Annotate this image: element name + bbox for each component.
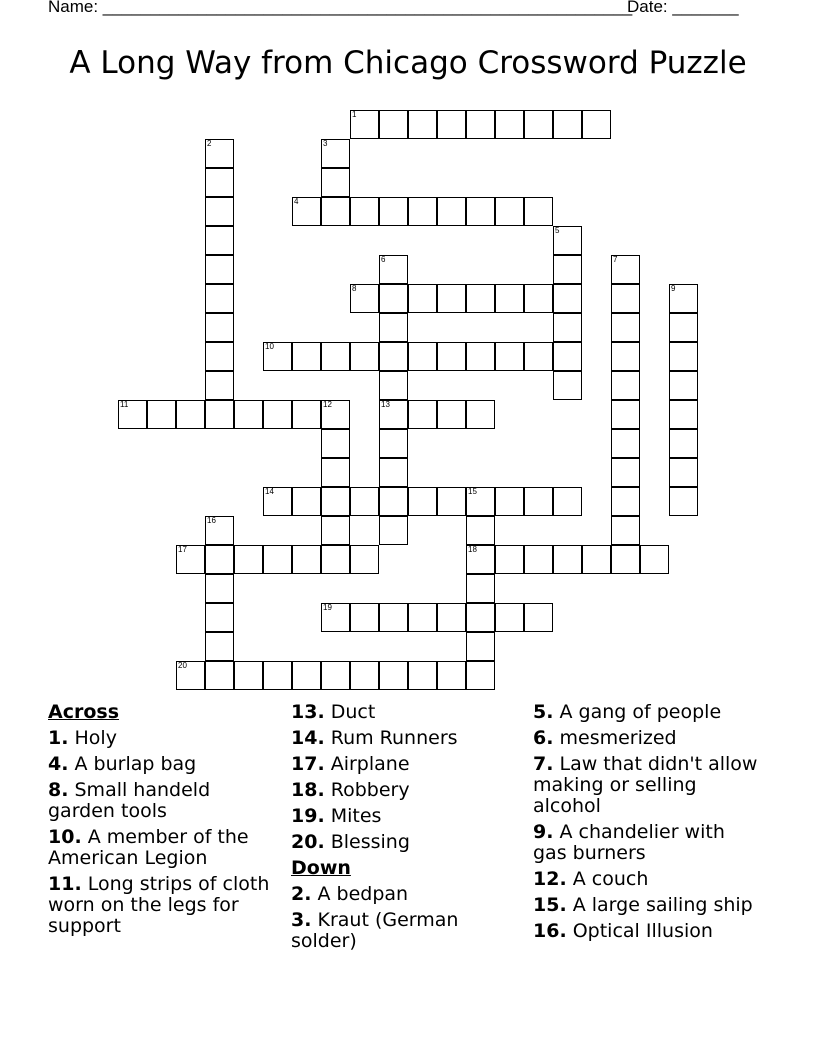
grid-cell[interactable]: [495, 545, 524, 574]
grid-cell[interactable]: [466, 284, 495, 313]
grid-cell[interactable]: [553, 342, 582, 371]
clue-item: [533, 728, 763, 749]
grid-cell[interactable]: [466, 661, 495, 690]
grid-cell[interactable]: [205, 603, 234, 632]
grid-cell[interactable]: [379, 371, 408, 400]
grid-cell[interactable]: [437, 284, 466, 313]
grid-cell[interactable]: [553, 545, 582, 574]
grid-cell[interactable]: [379, 603, 408, 632]
grid-cell[interactable]: [350, 545, 379, 574]
clue-item-text: Kraut (German solder): [291, 909, 459, 952]
grid-cell[interactable]: [437, 487, 466, 516]
grid-cell[interactable]: [524, 342, 553, 371]
grid-cell[interactable]: [379, 284, 408, 313]
grid-cell[interactable]: [321, 487, 350, 516]
grid-cell[interactable]: [263, 661, 292, 690]
grid-cell[interactable]: [321, 400, 350, 429]
clue-number: 12: [323, 400, 332, 409]
clue-number: 4: [294, 197, 299, 206]
clue-item-number: 14.: [291, 727, 325, 749]
grid-cell[interactable]: [350, 487, 379, 516]
grid-cell[interactable]: [205, 400, 234, 429]
grid-cell[interactable]: [466, 632, 495, 661]
clue-number: 3: [323, 139, 328, 148]
clue-item-number: 5.: [533, 701, 554, 723]
grid-cell[interactable]: [495, 284, 524, 313]
grid-cell[interactable]: [205, 168, 234, 197]
grid-cell[interactable]: [205, 284, 234, 313]
clue-number: 1: [352, 110, 357, 119]
clue-number: 15: [468, 487, 477, 496]
grid-cell[interactable]: [408, 487, 437, 516]
grid-cell[interactable]: [669, 342, 698, 371]
clue-number: 10: [265, 342, 274, 351]
grid-cell[interactable]: [321, 168, 350, 197]
clue-number: 5: [555, 226, 560, 235]
clue-number: 2: [207, 139, 212, 148]
grid-cell[interactable]: [408, 342, 437, 371]
grid-cell[interactable]: [466, 603, 495, 632]
grid-cell[interactable]: [350, 110, 379, 139]
clue-item-number: 9.: [533, 821, 554, 843]
grid-cell[interactable]: [205, 574, 234, 603]
clue-number: 14: [265, 487, 274, 496]
grid-cell[interactable]: [611, 284, 640, 313]
clue-number: 17: [178, 545, 187, 554]
grid-cell[interactable]: [379, 197, 408, 226]
grid-cell[interactable]: [379, 255, 408, 284]
grid-cell[interactable]: [350, 284, 379, 313]
clue-item-number: 4.: [48, 753, 69, 775]
grid-cell[interactable]: [437, 110, 466, 139]
grid-cell[interactable]: [176, 661, 205, 690]
grid-cell[interactable]: [205, 197, 234, 226]
clue-item-text: Holy: [74, 727, 117, 749]
grid-cell[interactable]: [495, 197, 524, 226]
grid-cell[interactable]: [292, 197, 321, 226]
clue-item-text: mesmerized: [559, 727, 677, 749]
grid-cell[interactable]: [640, 545, 669, 574]
grid-cell[interactable]: [205, 661, 234, 690]
clue-number: 9: [671, 284, 676, 293]
clue-item-text: A member of the American Legion: [48, 826, 249, 869]
grid-cell[interactable]: [321, 342, 350, 371]
grid-cell[interactable]: [524, 603, 553, 632]
grid-cell[interactable]: [437, 603, 466, 632]
grid-cell[interactable]: [669, 284, 698, 313]
grid-cell[interactable]: [553, 313, 582, 342]
clue-item-number: 16.: [533, 920, 567, 942]
grid-cell[interactable]: [205, 226, 234, 255]
grid-cell[interactable]: [321, 139, 350, 168]
clue-item: [533, 822, 763, 864]
clue-item-text: Mites: [330, 805, 382, 827]
clue-column-2: [291, 702, 521, 957]
grid-cell[interactable]: [611, 458, 640, 487]
grid-cell[interactable]: [466, 400, 495, 429]
clue-item: [291, 806, 521, 827]
grid-cell[interactable]: [553, 110, 582, 139]
grid-cell[interactable]: [292, 342, 321, 371]
grid-cell[interactable]: [553, 284, 582, 313]
grid-cell[interactable]: [553, 226, 582, 255]
grid-cell[interactable]: [466, 197, 495, 226]
clue-item-number: 15.: [533, 894, 567, 916]
grid-cell[interactable]: [379, 429, 408, 458]
clue-item: [533, 895, 763, 916]
clue-item-text: Optical Illusion: [572, 920, 713, 942]
grid-cell[interactable]: [437, 400, 466, 429]
clue-item: [291, 702, 521, 723]
clue-item-number: 18.: [291, 779, 325, 801]
clue-item-text: A gang of people: [559, 701, 722, 723]
grid-cell[interactable]: [379, 516, 408, 545]
grid-cell[interactable]: [669, 429, 698, 458]
clue-number: 19: [323, 603, 332, 612]
grid-cell[interactable]: [118, 400, 147, 429]
grid-cell[interactable]: [495, 110, 524, 139]
clue-item-number: 11.: [48, 873, 82, 895]
grid-cell[interactable]: [205, 545, 234, 574]
grid-cell[interactable]: [466, 342, 495, 371]
grid-cell[interactable]: [205, 139, 234, 168]
grid-cell[interactable]: [553, 371, 582, 400]
clue-item: [291, 754, 521, 775]
grid-cell[interactable]: [176, 545, 205, 574]
clue-item-text: Duct: [330, 701, 376, 723]
clue-item-text: A chandelier with gas burners: [533, 821, 725, 864]
clue-item-number: 6.: [533, 727, 554, 749]
grid-cell[interactable]: [321, 545, 350, 574]
clue-item: [48, 780, 278, 822]
clue-item-number: 7.: [533, 753, 554, 775]
clue-item-number: 12.: [533, 868, 567, 890]
grid-cell[interactable]: [350, 603, 379, 632]
grid-cell[interactable]: [205, 371, 234, 400]
grid-cell[interactable]: [611, 255, 640, 284]
clue-item-text: A bedpan: [317, 883, 409, 905]
grid-cell[interactable]: [466, 516, 495, 545]
grid-cell[interactable]: [611, 545, 640, 574]
grid-cell[interactable]: [350, 661, 379, 690]
clue-item-number: 1.: [48, 727, 69, 749]
clue-number: 20: [178, 661, 187, 670]
grid-cell[interactable]: [437, 661, 466, 690]
clue-number: 6: [381, 255, 386, 264]
clue-item: [48, 827, 278, 869]
grid-cell[interactable]: [611, 313, 640, 342]
clue-item-text: Blessing: [330, 831, 410, 853]
grid-cell[interactable]: [408, 603, 437, 632]
grid-cell[interactable]: [495, 603, 524, 632]
grid-cell[interactable]: [408, 197, 437, 226]
clue-item-number: 19.: [291, 805, 325, 827]
clue-item: [291, 832, 521, 853]
clue-item: [533, 702, 763, 723]
grid-cell[interactable]: [611, 429, 640, 458]
clue-item: [533, 921, 763, 942]
grid-cell[interactable]: [292, 545, 321, 574]
clue-item-text: A burlap bag: [74, 753, 197, 775]
grid-cell[interactable]: [321, 197, 350, 226]
grid-cell[interactable]: [582, 110, 611, 139]
grid-cell[interactable]: [524, 487, 553, 516]
grid-cell[interactable]: [466, 574, 495, 603]
grid-cell[interactable]: [292, 661, 321, 690]
grid-cell[interactable]: [524, 545, 553, 574]
clue-item-text: Law that didn't allow making or selling alcohol: [533, 753, 758, 817]
grid-cell[interactable]: [321, 661, 350, 690]
grid-cell[interactable]: [466, 545, 495, 574]
grid-cell[interactable]: [669, 458, 698, 487]
grid-cell[interactable]: [205, 313, 234, 342]
clue-item-number: 2.: [291, 883, 312, 905]
grid-cell[interactable]: [582, 545, 611, 574]
grid-cell[interactable]: [350, 197, 379, 226]
grid-cell[interactable]: [263, 342, 292, 371]
grid-cell[interactable]: [437, 342, 466, 371]
clue-item: [48, 874, 278, 937]
clue-item: [48, 754, 278, 775]
grid-cell[interactable]: [611, 400, 640, 429]
clue-item: [533, 869, 763, 890]
grid-cell[interactable]: [495, 487, 524, 516]
clue-item-text: Long strips of cloth worn on the legs for support: [48, 873, 270, 937]
grid-cell[interactable]: [611, 516, 640, 545]
grid-cell[interactable]: [669, 371, 698, 400]
grid-cell[interactable]: [205, 632, 234, 661]
grid-cell[interactable]: [234, 545, 263, 574]
clue-heading: Down: [291, 857, 351, 879]
grid-cell[interactable]: [379, 458, 408, 487]
clue-item-number: 13.: [291, 701, 325, 723]
clue-item-text: Airplane: [330, 753, 410, 775]
grid-cell[interactable]: [205, 342, 234, 371]
clue-item-text: Rum Runners: [330, 727, 458, 749]
clue-number: 7: [613, 255, 618, 264]
grid-cell[interactable]: [524, 284, 553, 313]
grid-cell[interactable]: [437, 197, 466, 226]
grid-cell[interactable]: [408, 661, 437, 690]
grid-cell[interactable]: [263, 400, 292, 429]
grid-cell[interactable]: [205, 255, 234, 284]
grid-cell[interactable]: [524, 110, 553, 139]
clue-item: [533, 754, 763, 817]
clue-item: [291, 728, 521, 749]
grid-cell[interactable]: [379, 313, 408, 342]
clue-number: 16: [207, 516, 216, 525]
grid-cell[interactable]: [321, 458, 350, 487]
grid-cell[interactable]: [321, 516, 350, 545]
clue-item-text: Small handeld garden tools: [48, 779, 211, 822]
grid-cell[interactable]: [553, 255, 582, 284]
clue-item: [291, 910, 521, 952]
grid-cell[interactable]: [611, 342, 640, 371]
clue-number: 8: [352, 284, 357, 293]
grid-cell[interactable]: [669, 313, 698, 342]
clue-heading: Across: [48, 701, 120, 723]
grid-cell[interactable]: [234, 661, 263, 690]
grid-cell[interactable]: [263, 545, 292, 574]
grid-cell[interactable]: [205, 516, 234, 545]
grid-cell[interactable]: [379, 400, 408, 429]
clue-column-1: [48, 702, 278, 942]
grid-cell[interactable]: [611, 371, 640, 400]
page-title: A Long Way from Chicago Crossword Puzzle: [69, 45, 747, 81]
grid-cell[interactable]: [408, 110, 437, 139]
clue-column-3: [533, 702, 763, 947]
clue-item-text: A large sailing ship: [572, 894, 753, 916]
clue-item-number: 10.: [48, 826, 82, 848]
clue-item-number: 20.: [291, 831, 325, 853]
grid-cell[interactable]: [321, 603, 350, 632]
grid-cell[interactable]: [495, 342, 524, 371]
grid-cell[interactable]: [408, 284, 437, 313]
clue-item: [291, 780, 521, 801]
clue-item-text: Robbery: [330, 779, 410, 801]
grid-cell[interactable]: [669, 400, 698, 429]
grid-cell[interactable]: [263, 487, 292, 516]
grid-cell[interactable]: [466, 487, 495, 516]
grid-cell[interactable]: [553, 487, 582, 516]
grid-cell[interactable]: [524, 197, 553, 226]
clue-item: [48, 728, 278, 749]
clue-number: 13: [381, 400, 390, 409]
clue-item-number: 3.: [291, 909, 312, 931]
grid-cell[interactable]: [176, 400, 205, 429]
clue-number: 18: [468, 545, 477, 554]
grid-cell[interactable]: [379, 487, 408, 516]
grid-cell[interactable]: [408, 400, 437, 429]
grid-cell[interactable]: [379, 342, 408, 371]
clue-number: 11: [120, 400, 129, 409]
grid-cell[interactable]: [379, 110, 408, 139]
grid-cell[interactable]: [292, 400, 321, 429]
clue-item: [291, 884, 521, 905]
date-field-label: Date: _______: [627, 0, 739, 16]
grid-cell[interactable]: [379, 661, 408, 690]
grid-cell[interactable]: [669, 487, 698, 516]
name-field-label: Name: ________________________________________________________: [48, 0, 633, 16]
clue-item-text: A couch: [572, 868, 649, 890]
grid-cell[interactable]: [466, 110, 495, 139]
grid-cell[interactable]: [611, 487, 640, 516]
clue-item-number: 8.: [48, 779, 69, 801]
grid-cell[interactable]: [292, 487, 321, 516]
grid-cell[interactable]: [321, 429, 350, 458]
clue-item-number: 17.: [291, 753, 325, 775]
grid-cell[interactable]: [350, 342, 379, 371]
grid-cell[interactable]: [234, 400, 263, 429]
grid-cell[interactable]: [147, 400, 176, 429]
